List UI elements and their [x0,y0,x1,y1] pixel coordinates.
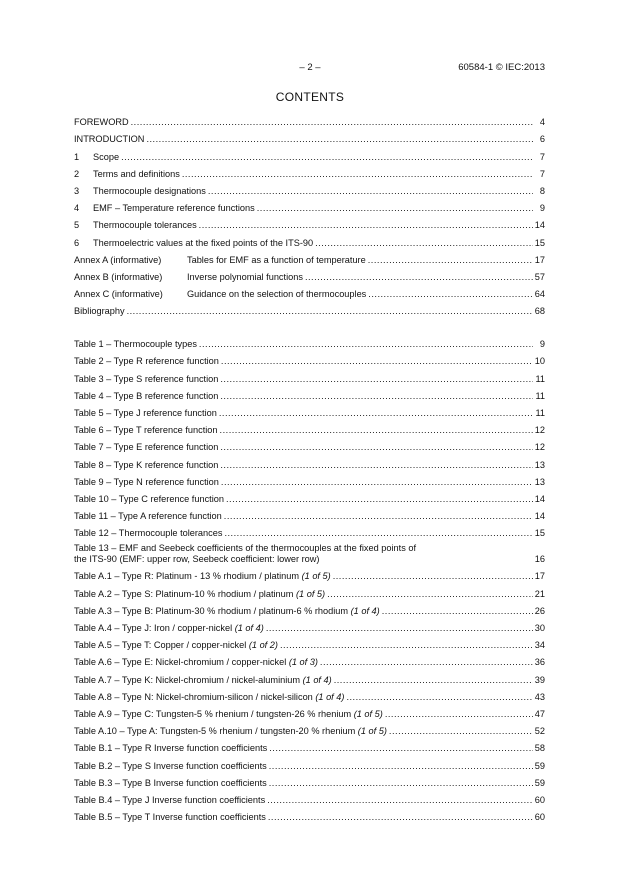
toc-entry-text [74,571,331,581]
toc-entry-text [74,117,129,127]
table-caption: Table 3 – Type S reference function [74,373,219,384]
toc-annex-table-10[interactable] [74,736,545,753]
dot-leader [389,726,533,736]
table-caption: Table 12 – Thermocouple tolerances [74,528,223,539]
toc-page-number: 30 [534,623,545,633]
dot-leader [208,186,533,196]
toc-section-4[interactable] [74,196,545,213]
table-caption: Table 5 – Type J reference function [74,407,217,418]
table-part: (1 of 2) [248,640,278,651]
toc-page-number: 16 [534,554,545,565]
toc-annex-table-8[interactable] [74,702,545,719]
dot-leader [269,761,533,771]
toc-annex-table-5[interactable] [74,650,545,667]
dot-leader [224,511,533,521]
toc-page-number: 14 [534,220,545,231]
table-caption: Table B.2 – Type S Inverse function coefficients [74,760,267,771]
dot-leader [221,477,533,487]
section-title: Scope [93,151,120,162]
toc-page-number: 4 [539,117,545,128]
dot-leader [220,391,533,401]
toc-table-2[interactable] [74,366,545,383]
toc-tables [74,332,545,822]
toc-annex-table-12[interactable] [74,771,545,788]
table-caption: Table A.8 – Type N: Nickel-chromium-silicon / nickel-silicon [74,691,316,702]
toc-entry-text [74,812,266,822]
toc-page-number: 6 [539,134,545,145]
dot-leader [127,306,533,316]
toc-entry-text [74,186,206,196]
toc-annex-table-4[interactable] [74,633,545,650]
toc-entry-text [74,238,313,248]
section-title: EMF – Temperature reference functions [93,203,255,214]
toc-page-number: 12 [534,442,545,453]
toc-page-number: 64 [534,289,545,300]
section-title: Thermocouple designations [93,185,206,196]
toc-entry-text [74,134,144,144]
section-title: Thermocouple tolerances [93,220,197,231]
toc-page-number: 59 [534,760,545,771]
section-title: Thermoelectric values at the fixed points of the ITS-90 [93,237,314,248]
dot-leader [382,606,533,616]
dot-leader [305,272,533,282]
toc-entry-text [74,442,218,452]
dot-leader [368,289,532,299]
toc-entry-text: the ITS-90 (EMF: upper row, Seebeck coefficient: lower row) [74,554,320,565]
table-caption: Table 1 – Thermocouple types [74,339,197,350]
table-part: (1 of 5) [301,571,331,582]
toc-page-number: 12 [534,425,545,436]
toc-table-10[interactable] [74,504,545,521]
toc-page-number: 59 [534,777,545,788]
toc-annex-table-9[interactable] [74,719,545,736]
toc-section-3[interactable] [74,179,545,196]
table-part: (1 of 4) [315,691,345,702]
toc-entry-text [74,675,332,685]
page-title: CONTENTS [275,90,345,104]
dot-leader [221,356,533,366]
toc-entry-text [74,709,383,719]
toc-page-number: 11 [535,373,545,384]
table-caption: Table B.3 – Type B Inverse function coefficients [74,777,267,788]
toc-introduction[interactable] [74,127,545,144]
toc-entry-text [74,726,387,736]
annex-label: Annex C (informative) [74,289,163,300]
toc-section-2[interactable] [74,162,545,179]
toc-page-number: 11 [535,407,545,418]
dot-leader [199,339,533,349]
toc-annex-table-11[interactable] [74,753,545,770]
toc-annex-table-7[interactable] [74,685,545,702]
dot-leader [269,743,533,753]
table-caption: Table A.6 – Type E: Nickel-chromium / copper-nickel [74,657,289,668]
toc-entry-text [74,657,318,667]
section-number: 4 [74,203,80,214]
toc-table-3[interactable] [74,384,545,401]
toc-annex-2[interactable] [74,282,545,299]
table-part: (1 of 5) [295,588,326,599]
dot-leader [333,571,533,581]
toc-entry-text [74,339,197,349]
table-part: (1 of 4) [350,605,380,616]
toc-page-number: 15 [534,528,545,539]
toc-entry-text [74,255,366,265]
toc-page-number: 60 [534,812,545,823]
dot-leader [146,134,533,144]
toc-page-number: 13 [534,476,545,487]
table-caption: Table A.3 – Type B: Platinum-30 % rhodium / platinum-6 % rhodium [74,605,351,616]
toc-bibliography[interactable] [74,299,545,316]
dot-leader [346,692,532,702]
toc-entry-text [74,408,217,418]
dot-leader [266,623,533,633]
dot-leader [219,408,533,418]
toc-entry-text: Bibliography [74,306,125,317]
toc-entry-text [74,460,218,470]
table-caption: Table 9 – Type N reference function [74,476,219,487]
section-title: Terms and definitions [93,168,180,179]
table-part: (1 of 3) [288,657,318,668]
toc-table-4[interactable] [74,401,545,418]
toc-page-number: 14 [534,493,545,504]
toc-page-number: 9 [539,339,545,350]
toc-entry-text [74,511,222,521]
toc-entry-text [74,795,265,805]
toc-table-5[interactable] [74,418,545,435]
page-number: – 2 – [299,62,321,73]
toc-annex-table-0[interactable] [74,564,545,581]
dot-leader [385,709,533,719]
toc-page-number: 13 [534,459,545,470]
dot-leader [257,203,533,213]
table-caption: Table A.9 – Type C: Tungsten-5 % rhenium / tungsten-26 % rhenium [74,708,354,719]
table-caption: Table B.1 – Type R Inverse function coefficients [74,743,268,754]
toc-annex-table-2[interactable] [74,599,545,616]
table-caption: Table A.1 – Type R: Platinum - 13 % rhodium / platinum [74,571,302,582]
toc-page-number: 14 [534,511,545,522]
toc-annex-1[interactable] [74,265,545,282]
dot-leader [269,778,533,788]
section-title: FOREWORD [74,117,129,128]
dot-leader [226,494,533,504]
section-title: INTRODUCTION [74,134,145,145]
toc-table-11[interactable] [74,521,545,538]
dot-leader [315,238,533,248]
toc-entry-text [74,589,325,599]
toc-page-number: 9 [539,203,545,214]
table-caption: Table A.2 – Type S: Platinum-10 % rhodium / platinum [74,588,296,599]
toc-entry-text [74,203,255,213]
toc-page-number: 39 [534,674,545,685]
table-caption: Table A.4 – Type J: Iron / copper-nickel [74,623,235,633]
toc-entry-text [74,391,218,401]
dot-leader [268,812,533,822]
toc-entry-text [74,374,218,384]
toc-annex-table-14[interactable] [74,805,545,822]
toc-table-0[interactable] [74,332,545,349]
document-reference: 60584-1 © IEC:2013 [458,62,545,73]
toc-page-number: 60 [534,794,545,805]
annex-label: Annex B (informative) [74,271,163,282]
toc-page-number: 15 [534,237,545,248]
toc-foreword[interactable] [74,110,545,127]
toc-page-number: 52 [534,726,545,737]
toc-page-number: 47 [534,708,545,719]
table-caption: Table 8 – Type K reference function [74,459,219,470]
dot-leader [334,675,533,685]
toc-page-number: 10 [534,356,545,367]
toc-page-number: 8 [539,185,545,196]
table-caption: Table B.5 – Type T Inverse function coefficients [74,812,266,823]
dot-leader [280,640,533,650]
table-part: (1 of 5) [353,708,383,719]
table-caption: Table B.4 – Type J Inverse function coefficients [74,794,266,805]
toc-table-7[interactable] [74,452,545,469]
toc-page-number: 36 [534,657,545,668]
toc-page-number: 11 [535,390,545,401]
toc-sections [74,110,545,316]
table-caption-line1: Table 13 – EMF and Seebeck coefficients of the thermocouples at the fixed points of [74,543,417,554]
dot-leader [220,374,533,384]
table-caption-line2 [74,554,545,564]
table-part: (1 of 4) [234,623,264,633]
dot-leader [327,589,533,599]
toc-entry-text [74,425,218,435]
table-caption: Table 7 – Type E reference function [74,442,219,453]
table-caption: Table 10 – Type C reference function [74,493,224,504]
toc-page-number: 21 [534,588,545,599]
toc-entry-text [74,623,264,633]
table-caption: Table 11 – Type A reference function [74,511,222,522]
toc-page-number: 43 [534,691,545,702]
dot-leader [199,220,533,230]
toc-entry-text [74,778,267,788]
toc-entry-text [74,494,224,504]
toc-entry-text [74,289,366,299]
toc-entry-text [74,743,267,753]
toc-table-1[interactable] [74,349,545,366]
annex-label: Annex A (informative) [74,254,162,265]
toc-section-6[interactable] [74,230,545,247]
dot-leader [131,117,533,127]
toc-table-6[interactable] [74,435,545,452]
toc-page-number: 7 [539,168,545,179]
toc-page-number: 17 [534,571,545,582]
toc-entry-text [74,169,180,179]
table-caption: Table 6 – Type T reference function [74,425,218,436]
section-number: 1 [74,151,80,162]
dot-leader [121,152,533,162]
toc-annex-0[interactable] [74,248,545,265]
table-part: (1 of 4) [302,674,332,685]
toc-entry-text [74,761,267,771]
annex-title: Tables for EMF as a function of temperature [187,254,366,265]
toc-section-5[interactable] [74,213,545,230]
dot-leader [220,425,533,435]
table-caption: Table A.5 – Type T: Copper / copper-nickel [74,640,249,651]
section-number: 3 [74,185,80,196]
toc-entry-text [74,640,278,650]
toc-entry-text [74,356,219,366]
toc-page-number: 17 [534,254,545,265]
toc-entry-text [74,272,303,282]
dot-leader [320,657,533,667]
dot-leader [224,528,532,538]
toc-annex-table-1[interactable] [74,581,545,598]
table-part: (1 of 5) [357,726,387,737]
toc-entry-text [74,220,197,230]
toc-page-number: 7 [539,151,545,162]
toc-entry-text [74,528,222,538]
table-caption: Table A.7 – Type K: Nickel-chromium / nickel-aluminium [74,674,303,685]
dot-leader [220,460,532,470]
section-number: 2 [74,168,80,179]
toc-table-9[interactable] [74,487,545,504]
toc-page-number: 34 [534,640,545,651]
dot-leader [368,255,533,265]
annex-title: Inverse polynomial functions [187,271,303,282]
toc-page-number: 57 [534,271,545,282]
toc-entry-text [74,152,119,162]
table-caption: Table A.10 – Type A: Tungsten-5 % rhenium / tungsten-20 % rhenium [74,726,358,737]
dot-leader [182,169,533,179]
toc-annex-table-3[interactable] [74,616,545,633]
toc-page-number: 68 [534,306,545,317]
toc-section-1[interactable] [74,144,545,161]
toc-entry-text [74,692,344,702]
section-number: 5 [74,220,80,231]
section-number: 6 [74,237,80,248]
toc-page-number: 58 [534,743,545,754]
dot-leader [267,795,533,805]
table-caption: Table 4 – Type B reference function [74,390,219,401]
annex-title: Guidance on the selection of thermocouples [187,289,367,300]
toc-table-8[interactable] [74,470,545,487]
table-caption: Table 2 – Type R reference function [74,356,219,367]
toc-page-number: 26 [534,605,545,616]
toc-table-13[interactable] [74,538,545,564]
toc-entry-text [74,606,380,616]
toc-entry-text [74,477,219,487]
toc-annex-table-13[interactable] [74,788,545,805]
toc-annex-table-6[interactable] [74,667,545,684]
dot-leader [220,442,532,452]
